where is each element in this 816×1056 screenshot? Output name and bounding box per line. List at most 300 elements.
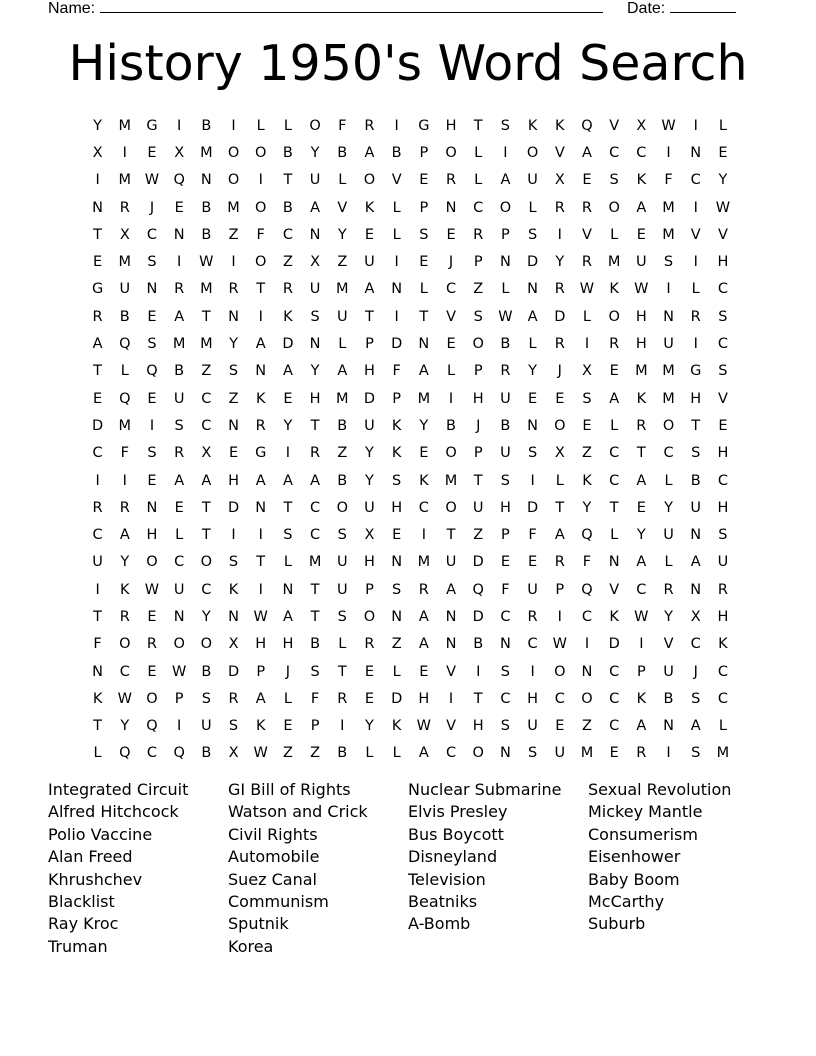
grid-cell[interactable]: I [95, 172, 100, 189]
grid-cell[interactable]: I [122, 144, 127, 161]
grid-cell[interactable]: N [282, 581, 294, 598]
grid-cell[interactable]: I [177, 254, 182, 271]
grid-cell[interactable]: E [718, 144, 728, 161]
grid-cell[interactable]: I [693, 336, 698, 353]
grid-cell[interactable]: O [255, 144, 267, 161]
grid-cell[interactable]: N [146, 281, 158, 298]
grid-cell[interactable]: V [446, 663, 456, 680]
grid-cell[interactable]: O [336, 499, 348, 516]
grid-cell[interactable]: N [527, 281, 539, 298]
grid-cell[interactable]: O [146, 690, 158, 707]
grid-cell[interactable]: Y [365, 472, 374, 489]
grid-cell[interactable]: O [255, 199, 267, 216]
grid-cell[interactable]: L [338, 172, 347, 189]
grid-cell[interactable]: D [391, 690, 403, 707]
grid-cell[interactable]: H [717, 445, 729, 462]
grid-cell[interactable]: L [501, 281, 510, 298]
grid-cell[interactable]: A [310, 199, 321, 216]
grid-cell[interactable]: E [419, 445, 429, 462]
grid-cell[interactable]: R [119, 499, 130, 516]
grid-cell[interactable]: K [92, 690, 103, 707]
grid-cell[interactable]: R [228, 281, 239, 298]
grid-cell[interactable]: R [119, 608, 130, 625]
grid-cell[interactable]: C [445, 281, 457, 298]
grid-cell[interactable]: Y [365, 445, 374, 462]
grid-cell[interactable]: N [228, 308, 239, 325]
grid-cell[interactable]: H [472, 390, 484, 407]
grid-cell[interactable]: Z [582, 445, 592, 462]
grid-cell[interactable]: R [554, 199, 565, 216]
grid-cell[interactable]: P [419, 199, 429, 216]
grid-cell[interactable]: E [582, 417, 592, 434]
grid-cell[interactable]: M [662, 390, 675, 407]
grid-cell[interactable]: K [228, 581, 239, 598]
grid-cell[interactable]: S [310, 308, 320, 325]
grid-cell[interactable]: H [364, 554, 375, 571]
grid-cell[interactable]: K [718, 636, 728, 653]
grid-cell[interactable]: E [147, 608, 157, 625]
grid-cell[interactable]: Z [582, 718, 592, 735]
grid-cell[interactable]: Y [229, 336, 238, 353]
grid-cell[interactable]: T [337, 663, 347, 680]
grid-cell[interactable]: I [258, 308, 263, 325]
grid-cell[interactable]: P [473, 445, 483, 462]
grid-cell[interactable]: E [147, 472, 157, 489]
grid-cell[interactable]: K [391, 445, 402, 462]
grid-cell[interactable]: B [663, 690, 674, 707]
grid-cell[interactable]: Q [119, 745, 131, 762]
grid-cell[interactable]: C [636, 581, 647, 598]
grid-cell[interactable]: N [92, 663, 104, 680]
grid-cell[interactable]: W [634, 608, 649, 625]
grid-cell[interactable]: D [227, 499, 240, 516]
grid-cell[interactable]: C [92, 445, 103, 462]
grid-cell[interactable]: M [172, 336, 186, 353]
grid-cell[interactable]: K [636, 390, 647, 407]
grid-cell[interactable]: O [363, 608, 376, 625]
grid-cell[interactable]: N [173, 608, 185, 625]
grid-cell[interactable]: M [200, 144, 213, 161]
grid-cell[interactable]: L [718, 117, 727, 134]
grid-cell[interactable]: E [228, 445, 239, 462]
grid-cell[interactable]: A [527, 308, 538, 325]
grid-cell[interactable]: N [445, 608, 457, 625]
grid-cell[interactable]: U [717, 554, 729, 571]
grid-cell[interactable]: S [691, 745, 701, 762]
grid-cell[interactable]: A [255, 472, 266, 489]
grid-cell[interactable]: Y [419, 417, 429, 434]
grid-cell[interactable]: A [418, 636, 429, 653]
grid-cell[interactable]: J [557, 363, 562, 380]
grid-cell[interactable]: N [527, 417, 539, 434]
grid-cell[interactable]: X [364, 527, 375, 544]
grid-cell[interactable]: N [255, 499, 267, 516]
grid-cell[interactable]: T [609, 499, 619, 516]
grid-cell[interactable]: T [283, 499, 293, 516]
grid-cell[interactable]: E [93, 254, 103, 271]
grid-cell[interactable]: E [446, 226, 456, 243]
grid-cell[interactable]: E [364, 663, 375, 680]
grid-cell[interactable]: J [693, 663, 698, 680]
grid-cell[interactable]: B [201, 199, 212, 216]
grid-cell[interactable]: W [144, 581, 160, 598]
grid-cell[interactable]: B [391, 144, 402, 161]
grid-cell[interactable]: U [636, 254, 647, 271]
grid-cell[interactable]: A [174, 472, 185, 489]
grid-cell[interactable]: R [554, 281, 565, 298]
grid-cell[interactable]: K [120, 581, 130, 598]
grid-cell[interactable]: W [634, 281, 649, 298]
grid-cell[interactable]: J [285, 663, 291, 680]
grid-cell[interactable]: U [364, 254, 375, 271]
grid-cell[interactable]: V [717, 226, 728, 243]
grid-cell[interactable]: O [227, 144, 240, 161]
grid-cell[interactable]: N [309, 336, 321, 353]
grid-cell[interactable]: N [309, 226, 321, 243]
grid-cell[interactable]: N [200, 172, 212, 189]
grid-cell[interactable]: O [472, 336, 484, 353]
grid-cell[interactable]: O [255, 254, 267, 271]
grid-cell[interactable]: Y [120, 554, 130, 571]
grid-cell[interactable]: I [394, 117, 399, 134]
grid-cell[interactable]: O [581, 690, 593, 707]
grid-cell[interactable]: W [715, 199, 731, 216]
grid-cell[interactable]: S [147, 336, 157, 353]
grid-cell[interactable]: S [691, 690, 701, 707]
grid-cell[interactable]: L [555, 472, 564, 489]
grid-cell[interactable]: A [174, 308, 185, 325]
grid-cell[interactable]: Z [282, 745, 293, 762]
grid-cell[interactable]: H [499, 499, 511, 516]
grid-cell[interactable]: Y [120, 718, 130, 735]
grid-cell[interactable]: O [472, 745, 484, 762]
grid-cell[interactable]: H [635, 308, 647, 325]
grid-cell[interactable]: S [718, 308, 728, 325]
grid-cell[interactable]: R [119, 199, 130, 216]
grid-cell[interactable]: Y [555, 254, 565, 271]
grid-cell[interactable]: C [310, 499, 321, 516]
grid-cell[interactable]: I [530, 472, 535, 489]
grid-cell[interactable]: E [528, 390, 538, 407]
grid-cell[interactable]: L [175, 527, 184, 544]
grid-cell[interactable]: E [147, 663, 157, 680]
grid-cell[interactable]: H [418, 690, 430, 707]
grid-cell[interactable]: Y [93, 117, 103, 134]
grid-cell[interactable]: N [391, 608, 403, 625]
grid-cell[interactable]: J [448, 254, 454, 271]
grid-cell[interactable]: T [555, 499, 565, 516]
grid-cell[interactable]: A [418, 745, 429, 762]
grid-cell[interactable]: R [228, 690, 239, 707]
grid-cell[interactable]: T [93, 226, 103, 243]
grid-cell[interactable]: C [310, 527, 321, 544]
grid-cell[interactable]: F [256, 226, 265, 243]
grid-cell[interactable]: O [445, 445, 457, 462]
grid-cell[interactable]: D [527, 499, 539, 516]
grid-cell[interactable]: M [662, 226, 675, 243]
grid-cell[interactable]: A [690, 718, 701, 735]
grid-cell[interactable]: A [337, 363, 348, 380]
grid-cell[interactable]: R [174, 445, 185, 462]
grid-cell[interactable]: K [391, 417, 402, 434]
grid-cell[interactable]: I [448, 390, 454, 407]
grid-cell[interactable]: M [118, 417, 132, 434]
grid-cell[interactable]: K [283, 308, 293, 325]
grid-cell[interactable]: S [500, 663, 511, 680]
grid-cell[interactable]: S [228, 363, 239, 380]
grid-cell[interactable]: U [554, 745, 566, 762]
grid-cell[interactable]: W [416, 718, 432, 735]
grid-cell[interactable]: D [363, 390, 376, 407]
grid-cell[interactable]: M [417, 554, 431, 571]
grid-cell[interactable]: I [95, 472, 100, 489]
grid-cell[interactable]: D [472, 554, 484, 571]
grid-cell[interactable]: S [310, 663, 320, 680]
grid-cell[interactable]: Z [310, 745, 321, 762]
grid-cell[interactable]: N [663, 308, 674, 325]
grid-cell[interactable]: I [122, 472, 127, 489]
grid-cell[interactable]: J [149, 199, 155, 216]
grid-cell[interactable]: L [392, 745, 401, 762]
grid-cell[interactable]: T [283, 172, 293, 189]
grid-cell[interactable]: Z [228, 390, 239, 407]
grid-cell[interactable]: L [365, 745, 374, 762]
grid-cell[interactable]: T [201, 527, 211, 544]
grid-cell[interactable]: R [174, 281, 185, 298]
grid-cell[interactable]: A [364, 281, 375, 298]
grid-cell[interactable]: L [283, 690, 292, 707]
grid-cell[interactable]: M [444, 472, 458, 489]
grid-cell[interactable]: B [310, 636, 321, 653]
grid-cell[interactable]: A [609, 390, 620, 407]
grid-cell[interactable]: X [554, 445, 565, 462]
grid-cell[interactable]: F [582, 554, 592, 571]
grid-cell[interactable]: T [93, 363, 103, 380]
grid-cell[interactable]: I [584, 336, 590, 353]
grid-cell[interactable]: U [336, 581, 348, 598]
grid-cell[interactable]: I [666, 745, 671, 762]
grid-cell[interactable]: E [555, 390, 565, 407]
grid-cell[interactable]: A [119, 527, 130, 544]
grid-cell[interactable]: W [661, 117, 676, 134]
grid-cell[interactable]: C [609, 718, 620, 735]
grid-cell[interactable]: C [554, 690, 565, 707]
grid-cell[interactable]: C [717, 336, 728, 353]
grid-cell[interactable]: E [93, 390, 103, 407]
grid-cell[interactable]: L [610, 417, 619, 434]
grid-cell[interactable]: B [119, 308, 130, 325]
grid-cell[interactable]: K [255, 718, 266, 735]
grid-cell[interactable]: I [149, 417, 155, 434]
grid-cell[interactable]: H [635, 336, 647, 353]
grid-cell[interactable]: Y [664, 499, 673, 516]
grid-cell[interactable]: W [144, 172, 160, 189]
grid-cell[interactable]: O [173, 636, 185, 653]
grid-cell[interactable]: E [147, 144, 157, 161]
grid-cell[interactable]: H [391, 499, 403, 516]
grid-cell[interactable]: Q [119, 336, 131, 353]
grid-cell[interactable]: N [499, 636, 511, 653]
grid-cell[interactable]: H [472, 718, 484, 735]
grid-cell[interactable]: U [527, 718, 538, 735]
grid-cell[interactable]: Y [310, 144, 320, 161]
grid-cell[interactable]: U [527, 172, 538, 189]
grid-cell[interactable]: P [365, 581, 374, 598]
name-blank[interactable] [100, 0, 603, 13]
grid-cell[interactable]: Z [228, 226, 239, 243]
grid-cell[interactable]: U [663, 663, 674, 680]
grid-cell[interactable]: H [255, 636, 267, 653]
grid-cell[interactable]: O [554, 663, 566, 680]
grid-cell[interactable]: E [283, 390, 293, 407]
grid-cell[interactable]: M [417, 390, 431, 407]
grid-cell[interactable]: H [527, 690, 539, 707]
grid-cell[interactable]: C [146, 226, 158, 243]
grid-cell[interactable]: Q [472, 581, 484, 598]
grid-cell[interactable]: I [394, 254, 399, 271]
grid-cell[interactable]: L [446, 363, 456, 380]
grid-cell[interactable]: U [364, 499, 375, 516]
grid-cell[interactable]: M [308, 554, 322, 571]
grid-cell[interactable]: A [582, 144, 592, 161]
grid-cell[interactable]: D [554, 308, 566, 325]
grid-cell[interactable]: V [690, 226, 701, 243]
grid-cell[interactable]: S [691, 445, 701, 462]
grid-cell[interactable]: F [501, 581, 510, 598]
grid-cell[interactable]: R [609, 336, 620, 353]
grid-cell[interactable]: T [473, 690, 483, 707]
grid-cell[interactable]: C [609, 663, 620, 680]
grid-cell[interactable]: C [609, 445, 620, 462]
grid-cell[interactable]: E [555, 718, 565, 735]
grid-cell[interactable]: W [171, 663, 187, 680]
grid-cell[interactable]: M [227, 199, 240, 216]
grid-cell[interactable]: C [92, 527, 103, 544]
grid-cell[interactable]: B [201, 117, 212, 134]
grid-cell[interactable]: R [255, 417, 266, 434]
grid-cell[interactable]: L [691, 281, 700, 298]
grid-cell[interactable]: I [231, 254, 236, 271]
grid-cell[interactable]: I [394, 308, 399, 325]
grid-cell[interactable]: L [528, 336, 537, 353]
grid-cell[interactable]: B [500, 417, 511, 434]
grid-cell[interactable]: C [690, 172, 701, 189]
grid-cell[interactable]: F [338, 117, 347, 134]
grid-cell[interactable]: M [200, 281, 213, 298]
grid-cell[interactable]: E [147, 308, 157, 325]
grid-cell[interactable]: N [92, 199, 104, 216]
grid-cell[interactable]: V [446, 308, 456, 325]
grid-cell[interactable]: V [609, 117, 620, 134]
grid-cell[interactable]: R [445, 172, 457, 189]
grid-cell[interactable]: D [608, 636, 620, 653]
grid-cell[interactable]: U [364, 417, 375, 434]
grid-cell[interactable]: T [201, 308, 211, 325]
grid-cell[interactable]: B [174, 363, 185, 380]
grid-cell[interactable]: L [610, 226, 619, 243]
grid-cell[interactable]: F [664, 172, 673, 189]
grid-cell[interactable]: I [177, 718, 182, 735]
grid-cell[interactable]: C [119, 663, 130, 680]
grid-cell[interactable]: P [501, 226, 510, 243]
date-blank[interactable] [670, 0, 736, 13]
grid-cell[interactable]: T [201, 499, 211, 516]
grid-cell[interactable]: C [717, 281, 728, 298]
grid-cell[interactable]: I [666, 144, 671, 161]
grid-cell[interactable]: E [174, 499, 184, 516]
grid-cell[interactable]: P [555, 581, 565, 598]
grid-cell[interactable]: T [310, 417, 320, 434]
grid-cell[interactable]: S [419, 226, 429, 243]
grid-cell[interactable]: A [636, 554, 647, 571]
grid-cell[interactable]: R [337, 690, 348, 707]
grid-cell[interactable]: E [500, 554, 510, 571]
grid-cell[interactable]: Z [473, 527, 484, 544]
grid-cell[interactable]: Y [201, 608, 211, 625]
grid-cell[interactable]: R [500, 363, 511, 380]
grid-cell[interactable]: I [258, 172, 263, 189]
grid-cell[interactable]: N [663, 718, 674, 735]
grid-cell[interactable]: E [283, 718, 293, 735]
grid-cell[interactable]: L [93, 745, 102, 762]
grid-cell[interactable]: F [120, 445, 129, 462]
grid-cell[interactable]: O [200, 554, 213, 571]
grid-cell[interactable]: N [499, 745, 511, 762]
grid-cell[interactable]: R [581, 254, 592, 271]
grid-cell[interactable]: B [337, 417, 348, 434]
grid-cell[interactable]: S [337, 608, 347, 625]
grid-cell[interactable]: P [419, 144, 429, 161]
grid-cell[interactable]: F [528, 527, 537, 544]
grid-cell[interactable]: C [500, 608, 511, 625]
grid-cell[interactable]: S [527, 745, 538, 762]
grid-cell[interactable]: A [636, 472, 647, 489]
grid-cell[interactable]: H [228, 472, 239, 489]
grid-cell[interactable]: K [391, 718, 402, 735]
grid-cell[interactable]: L [610, 527, 619, 544]
grid-cell[interactable]: B [446, 417, 456, 434]
grid-cell[interactable]: T [93, 718, 103, 735]
grid-cell[interactable]: M [336, 281, 349, 298]
grid-cell[interactable]: O [227, 172, 240, 189]
grid-cell[interactable]: I [231, 527, 236, 544]
grid-cell[interactable]: R [717, 581, 728, 598]
grid-cell[interactable]: E [609, 363, 619, 380]
grid-cell[interactable]: S [500, 718, 511, 735]
grid-cell[interactable]: Z [201, 363, 212, 380]
grid-cell[interactable]: I [476, 663, 481, 680]
grid-cell[interactable]: Q [119, 390, 131, 407]
grid-cell[interactable]: V [446, 718, 456, 735]
grid-cell[interactable]: K [555, 117, 565, 134]
grid-cell[interactable]: M [200, 336, 213, 353]
grid-cell[interactable]: N [228, 608, 239, 625]
grid-cell[interactable]: N [499, 254, 511, 271]
grid-cell[interactable]: X [174, 144, 185, 161]
grid-cell[interactable]: S [582, 390, 592, 407]
grid-cell[interactable]: A [364, 144, 375, 161]
grid-cell[interactable]: D [472, 608, 484, 625]
grid-cell[interactable]: S [283, 527, 293, 544]
grid-cell[interactable]: Y [365, 718, 374, 735]
grid-cell[interactable]: L [283, 554, 292, 571]
grid-cell[interactable]: S [147, 445, 157, 462]
grid-cell[interactable]: N [690, 581, 702, 598]
grid-cell[interactable]: E [636, 226, 646, 243]
grid-cell[interactable]: C [717, 472, 728, 489]
grid-cell[interactable]: O [499, 199, 512, 216]
grid-cell[interactable]: R [581, 199, 592, 216]
